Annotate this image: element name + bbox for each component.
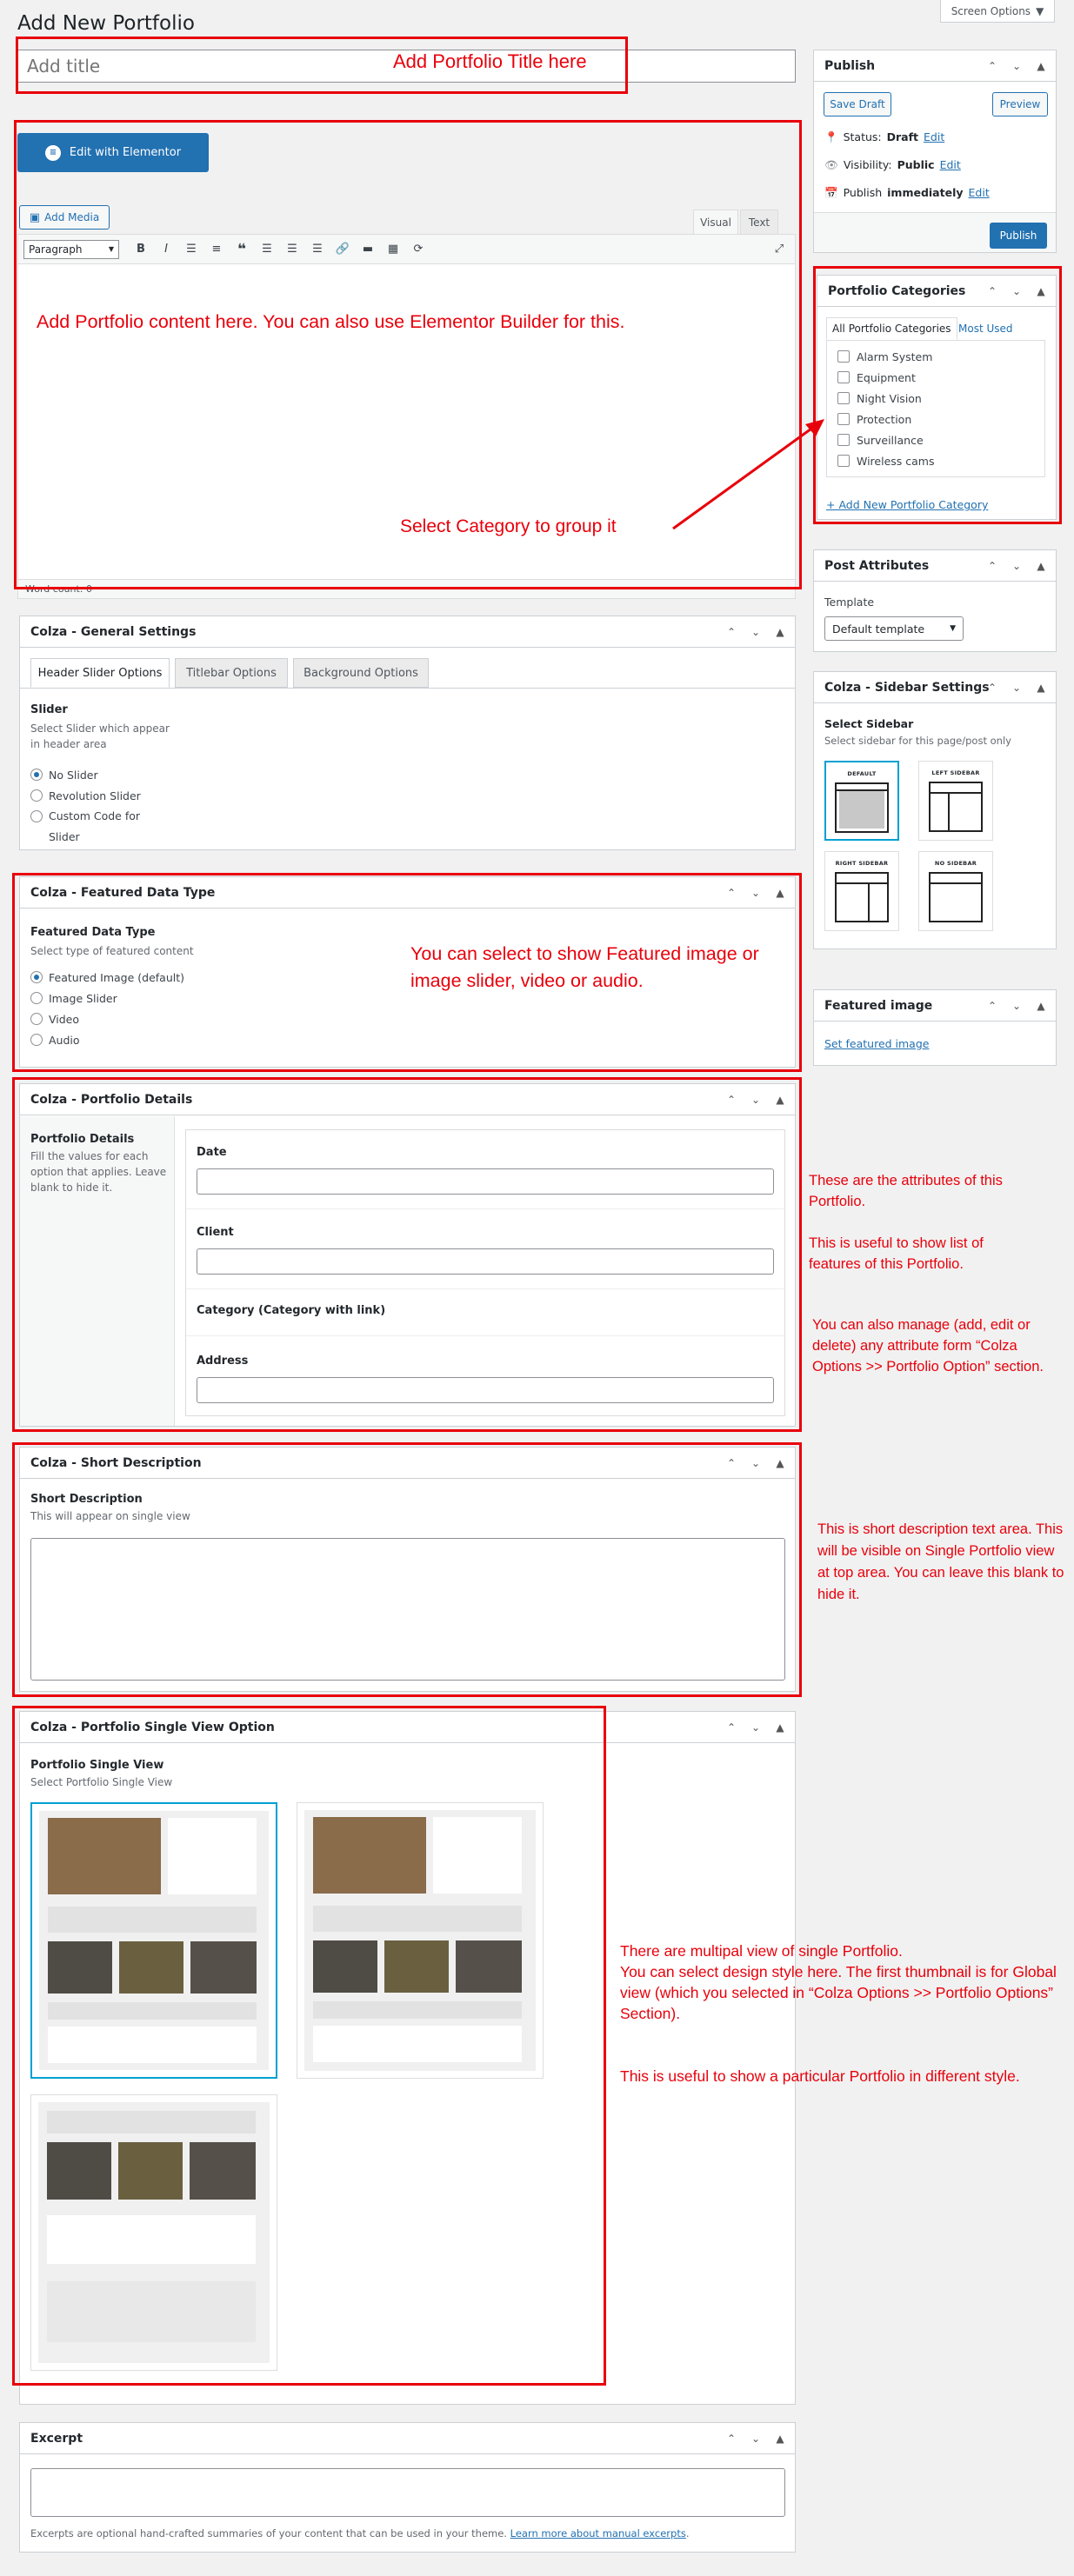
sidebar-option-caption: NO SIDEBAR (934, 860, 977, 867)
single-view-thumb-1[interactable] (30, 1802, 277, 2079)
move-up-icon[interactable]: ⌃ (726, 1457, 737, 1469)
thumb-info-panel (168, 1818, 257, 1894)
word-count: Word count: 0 (25, 583, 93, 595)
excerpt-help: Excerpts are optional hand-crafted summaries of your content that can be used in your theme. Learn more about manual excerpts. (30, 2527, 690, 2539)
move-down-icon[interactable]: ⌄ (750, 1094, 761, 1106)
collapse-icon[interactable]: ▲ (1037, 1000, 1045, 1012)
move-down-icon[interactable]: ⌄ (750, 626, 761, 638)
italic-icon[interactable]: I (164, 243, 168, 256)
single-view-title-text: Colza - Portfolio Single View Option (30, 1720, 275, 1734)
template-select[interactable] (824, 616, 964, 641)
note-featured: You can select to show Featured image or image slider, video or audio. (410, 943, 759, 991)
sidebar-right-option[interactable] (824, 851, 899, 931)
radio-label: Image Slider (49, 991, 117, 1005)
tab-text[interactable]: Text (740, 210, 778, 234)
elementor-icon: ≡ (45, 145, 61, 161)
tab-titlebar[interactable]: Titlebar Options (175, 658, 288, 688)
thumb-photo (190, 2142, 256, 2200)
sidebar-none-option[interactable] (918, 851, 993, 931)
thumb-photo (48, 1941, 112, 1994)
slider-label: Slider (30, 703, 68, 716)
note-category: Select Category to group it (400, 516, 617, 536)
box-controls (724, 1084, 788, 1115)
save-draft-button[interactable]: Save Draft (824, 92, 891, 116)
note-single-2: You can select design style here. The first thumbnail is for Global view (which you selected in “Colza Options >> Portfolio Options” Section). (620, 1963, 1057, 2022)
move-up-icon[interactable]: ⌃ (987, 285, 997, 297)
box-controls (984, 990, 1049, 1022)
align-center-icon[interactable]: ☰ (287, 243, 297, 256)
move-up-icon[interactable]: ⌃ (726, 887, 737, 899)
featured-data-desc: Select type of featured content (30, 945, 194, 957)
post-attributes-box (813, 549, 1057, 652)
category-wireless-cams[interactable] (837, 450, 1034, 471)
tab-background[interactable]: Background Options (293, 658, 429, 688)
edit-with-elementor-button[interactable] (17, 133, 209, 172)
tab-content-divider (20, 688, 795, 689)
thumb-photo (190, 1941, 257, 1994)
portfolio-details-box (19, 1083, 796, 1427)
tab-most-used[interactable]: Most Used (958, 323, 1013, 335)
thumb-photo (313, 1940, 377, 1993)
collapse-icon[interactable]: ▲ (1037, 560, 1045, 572)
box-controls (984, 50, 1049, 82)
categories-title-text: Portfolio Categories (828, 283, 966, 298)
note-details-3: You can also manage (add, edit or delete) any attribute form “Colza Options >> Portfolio Option” section. (812, 1317, 1044, 1375)
category-label: Night Vision (857, 391, 922, 405)
toolbar-toggle-icon[interactable]: ▦ (387, 243, 399, 256)
category-label: Protection (857, 412, 912, 426)
chevron-down-icon: ▼ (950, 624, 956, 633)
edit-publish-time-link[interactable]: Edit (968, 186, 990, 199)
move-up-icon[interactable]: ⌃ (726, 626, 737, 638)
checkbox[interactable] (837, 434, 850, 446)
category-alarm-system[interactable] (837, 346, 1034, 367)
calendar-icon: 📅 (824, 186, 838, 199)
thumb-stats (47, 2281, 256, 2342)
tab-visual[interactable]: Visual (693, 210, 738, 234)
note-details-2: This is useful to show list of features of this Portfolio. (809, 1235, 984, 1272)
move-down-icon[interactable]: ⌄ (1011, 560, 1022, 572)
template-label: Template (824, 596, 875, 609)
visibility-row (824, 158, 961, 172)
edit-visibility-link[interactable]: Edit (939, 158, 961, 171)
checkbox[interactable] (837, 350, 850, 363)
featured-data-options (30, 967, 184, 1050)
categories-box (817, 275, 1057, 520)
radio-unselected (30, 810, 43, 822)
screen-options-button[interactable] (940, 0, 1055, 23)
portfolio-details-desc: Fill the values for each option that applies. Leave blank to hide it. (30, 1150, 167, 1194)
visibility-value: Public (897, 158, 935, 171)
template-select-value: Default template (832, 622, 925, 636)
portfolio-details-title-text: Colza - Portfolio Details (30, 1092, 193, 1107)
radio-label: Featured Image (default) (49, 970, 184, 984)
move-down-icon[interactable]: ⌄ (750, 2433, 761, 2445)
general-settings-title (20, 616, 795, 648)
move-down-icon[interactable]: ⌄ (1011, 1000, 1022, 1012)
categories-list (826, 340, 1045, 477)
radio-label: Audio (49, 1033, 80, 1047)
blockquote-icon[interactable]: ❝ (237, 240, 246, 258)
featured-data-title (20, 877, 795, 909)
tab-header-slider[interactable]: Header Slider Options (30, 658, 170, 688)
collapse-icon[interactable]: ▲ (776, 1094, 784, 1106)
radio-unselected (30, 1013, 43, 1025)
numbered-list-icon[interactable]: ≡ (211, 243, 222, 256)
layout-no-sidebar-icon (929, 872, 983, 922)
collapse-icon[interactable]: ▲ (1037, 285, 1045, 297)
collapse-icon[interactable]: ▲ (776, 1457, 784, 1469)
sidebar-option-caption: RIGHT SIDEBAR (835, 860, 889, 867)
note-single-3: This is useful to show a particular Portfolio in different style. (620, 2067, 1020, 2085)
publish-button[interactable]: Publish (990, 223, 1047, 249)
radio-video[interactable] (30, 1008, 184, 1029)
general-settings-box (19, 616, 796, 850)
chevron-down-icon: ▼ (108, 245, 114, 253)
note-content: Add Portfolio content here. You can also use Elementor Builder for this. (37, 311, 625, 332)
link-icon[interactable]: 🔗 (335, 243, 350, 256)
layout-left-sidebar-icon (929, 782, 983, 832)
bullet-list-icon[interactable]: ☰ (186, 243, 197, 256)
field-divider (186, 1335, 784, 1336)
add-category-link[interactable]: + Add New Portfolio Category (826, 498, 989, 511)
media-icon: ▣ (29, 210, 41, 224)
publish-time-row (824, 186, 990, 200)
category-surveillance[interactable] (837, 429, 1034, 450)
thumb-features (313, 2026, 522, 2062)
radio-label: Custom Code for Slider (49, 809, 141, 843)
thumb-text (48, 1907, 257, 1933)
post-attributes-title-text: Post Attributes (824, 558, 930, 573)
layout-default-icon (835, 782, 889, 833)
publish-time-value: immediately (887, 186, 964, 199)
excerpt-box (19, 2422, 796, 2553)
thumb-text (313, 1906, 522, 1932)
sidebar-settings-box (813, 671, 1057, 949)
thumb-preview (39, 1811, 269, 2070)
editor-toolbar (18, 235, 795, 264)
radio-image-slider[interactable] (30, 988, 184, 1008)
edit-with-elementor-label: Edit with Elementor (69, 146, 182, 159)
move-down-icon[interactable]: ⌄ (1011, 60, 1022, 72)
eye-icon: 👁 (824, 158, 838, 171)
thumb-text (48, 2002, 257, 2020)
move-up-icon[interactable]: ⌃ (726, 1094, 737, 1106)
move-down-icon[interactable]: ⌄ (750, 1721, 761, 1734)
excerpt-desc: Excerpts are optional hand-crafted summaries of your content that can be used in your theme. (30, 2527, 507, 2539)
publish-title-text: Publish (824, 58, 876, 73)
featured-data-label: Featured Data Type (30, 926, 156, 939)
radio-custom-code[interactable] (30, 806, 178, 848)
box-controls (724, 2423, 788, 2454)
note-single-1: There are multipal view of single Portfolio. (620, 1942, 903, 1960)
box-controls (724, 616, 788, 648)
short-description-label: Short Description (30, 1493, 143, 1506)
field-label-client: Client (197, 1226, 234, 1239)
single-view-title (20, 1712, 795, 1743)
single-view-thumb-2[interactable] (297, 1802, 544, 2079)
checkbox[interactable] (837, 371, 850, 383)
single-view-thumb-3[interactable] (30, 2094, 277, 2371)
status-row (824, 130, 944, 144)
radio-revolution-slider[interactable] (30, 785, 178, 806)
field-label-address: Address (197, 1355, 249, 1368)
move-up-icon[interactable]: ⌃ (987, 60, 997, 72)
checkbox[interactable] (837, 455, 850, 467)
portfolio-details-label: Portfolio Details (30, 1133, 135, 1146)
move-up-icon[interactable]: ⌃ (726, 2433, 737, 2445)
field-divider (186, 1288, 784, 1289)
move-up-icon[interactable]: ⌃ (726, 1721, 737, 1734)
excerpt-textarea[interactable] (30, 2468, 785, 2517)
thumb-preview (304, 1810, 536, 2071)
publish-box (813, 50, 1057, 253)
featured-image-title-text: Featured image (824, 998, 933, 1013)
status-label: Status: (843, 130, 882, 143)
box-controls (724, 1448, 788, 1479)
radio-audio[interactable] (30, 1029, 184, 1050)
format-select[interactable] (23, 240, 119, 259)
preview-button[interactable]: Preview (992, 92, 1048, 116)
client-field[interactable] (197, 1248, 774, 1275)
move-down-icon[interactable]: ⌄ (750, 1457, 761, 1469)
box-controls (724, 877, 788, 909)
screen-options-label: Screen Options (951, 4, 1031, 17)
radio-no-slider[interactable] (30, 764, 178, 785)
align-left-icon[interactable]: ☰ (262, 243, 272, 256)
thumb-photo (48, 1818, 161, 1894)
radio-featured-image[interactable] (30, 967, 184, 988)
page-title: Add New Portfolio (17, 12, 195, 35)
refresh-icon[interactable]: ⟳ (413, 243, 424, 256)
pin-icon: 📍 (824, 130, 838, 143)
sidebar-settings-title-text: Colza - Sidebar Settings (824, 680, 990, 695)
publish-time-label: Publish (843, 186, 883, 199)
radio-unselected (30, 1034, 43, 1046)
category-label: Wireless cams (857, 454, 935, 468)
sidebar-desc: Select sidebar for this page/post only (824, 735, 1011, 747)
single-view-box (19, 1711, 796, 2405)
general-settings-title-text: Colza - General Settings (30, 624, 197, 639)
short-description-textarea[interactable] (30, 1538, 785, 1681)
thumb-features (48, 2027, 257, 2063)
short-description-title (20, 1448, 795, 1479)
details-fields-panel (185, 1129, 785, 1416)
category-equipment[interactable] (837, 367, 1034, 388)
thumb-photo (313, 1817, 426, 1894)
tab-all-categories[interactable]: All Portfolio Categories (826, 317, 957, 340)
edit-status-link[interactable]: Edit (924, 130, 945, 143)
short-description-title-text: Colza - Short Description (30, 1455, 202, 1470)
collapse-icon[interactable]: ▲ (1037, 682, 1045, 694)
visibility-label: Visibility: (843, 158, 892, 171)
thumb-text (47, 2111, 256, 2133)
thumb-features (47, 2215, 256, 2264)
short-description-box (19, 1447, 796, 1692)
fullscreen-icon[interactable]: ⤢ (774, 243, 784, 256)
note-details-1: These are the attributes of this Portfolio. (809, 1173, 1003, 1209)
short-description-desc: This will appear on single view (30, 1510, 190, 1522)
category-label: Equipment (857, 370, 916, 384)
bold-icon[interactable]: B (137, 243, 145, 256)
category-label: Alarm System (857, 349, 933, 363)
radio-unselected (30, 992, 43, 1004)
field-label-category: Category (Category with link) (197, 1304, 386, 1317)
thumb-photo (119, 1941, 183, 1994)
category-protection[interactable] (837, 409, 1034, 429)
align-right-icon[interactable]: ☰ (312, 243, 323, 256)
thumb-photo (47, 2142, 111, 2200)
radio-selected (30, 769, 43, 781)
add-media-label: Add Media (44, 211, 100, 223)
excerpt-title-text: Excerpt (30, 2431, 83, 2446)
status-value: Draft (886, 130, 919, 143)
checkbox[interactable] (837, 413, 850, 425)
move-up-icon[interactable]: ⌃ (987, 682, 997, 694)
thumb-info-panel (433, 1817, 522, 1894)
box-controls (984, 672, 1049, 703)
format-select-value: Paragraph (29, 243, 83, 256)
field-divider (186, 1208, 784, 1209)
category-night-vision[interactable] (837, 388, 1034, 409)
word-count-bar (18, 579, 795, 598)
annotation-arrow (661, 409, 835, 539)
slider-desc: Select Slider which appear in header area (30, 722, 170, 750)
box-controls (984, 550, 1049, 582)
date-field[interactable] (197, 1168, 774, 1195)
move-down-icon[interactable]: ⌄ (1011, 682, 1022, 694)
category-label: Surveillance (857, 433, 924, 447)
featured-data-title-text: Colza - Featured Data Type (30, 885, 216, 900)
caret-down-icon: ▼ (1036, 4, 1044, 17)
featured-image-box (813, 989, 1057, 1066)
thumb-photo (384, 1940, 449, 1993)
sidebar-left-option[interactable] (918, 761, 993, 841)
collapse-icon[interactable]: ▲ (776, 887, 784, 899)
thumb-photo (456, 1940, 522, 1993)
field-label-date: Date (197, 1146, 227, 1159)
layout-right-sidebar-icon (835, 872, 889, 922)
learn-more-link[interactable]: Learn more about manual excerpts (510, 2527, 686, 2539)
radio-label: Revolution Slider (49, 789, 141, 802)
thumb-text (313, 2001, 522, 2019)
portfolio-details-title (20, 1084, 795, 1115)
move-down-icon[interactable]: ⌄ (750, 887, 761, 899)
single-view-label: Portfolio Single View (30, 1759, 164, 1772)
single-view-desc: Select Portfolio Single View (30, 1776, 173, 1788)
radio-selected (30, 971, 43, 983)
note-title: Add Portfolio Title here (393, 50, 587, 72)
radio-label: Video (49, 1012, 80, 1026)
move-down-icon[interactable]: ⌄ (1011, 285, 1022, 297)
collapse-icon[interactable]: ▲ (776, 626, 784, 638)
box-controls (724, 1712, 788, 1743)
sidebar-label: Select Sidebar (824, 717, 914, 730)
sidebar-default-option[interactable] (824, 761, 899, 841)
collapse-icon[interactable]: ▲ (1037, 60, 1045, 72)
collapse-icon[interactable]: ▲ (776, 1721, 784, 1734)
note-short-desc: This is short description text area. This will be visible on Single Portfolio view at top area. You can leave this blank to hide it. (817, 1521, 1064, 1602)
radio-unselected (30, 789, 43, 802)
address-field[interactable] (197, 1377, 774, 1403)
sidebar-option-caption: DEFAULT (847, 770, 877, 777)
move-up-icon[interactable]: ⌃ (987, 1000, 997, 1012)
set-featured-image-link[interactable]: Set featured image (824, 1037, 930, 1050)
thumb-photo (118, 2142, 183, 2200)
collapse-icon[interactable]: ▲ (776, 2433, 784, 2445)
excerpt-title (20, 2423, 795, 2454)
radio-label: No Slider (49, 768, 98, 782)
thumb-preview (38, 2102, 270, 2363)
checkbox[interactable] (837, 392, 850, 404)
sidebar-option-caption: LEFT SIDEBAR (931, 769, 980, 776)
read-more-icon[interactable]: ▬ (362, 243, 374, 256)
slider-options (30, 764, 178, 848)
move-up-icon[interactable]: ⌃ (987, 560, 997, 572)
add-media-button[interactable] (19, 205, 110, 230)
box-controls (984, 276, 1049, 307)
